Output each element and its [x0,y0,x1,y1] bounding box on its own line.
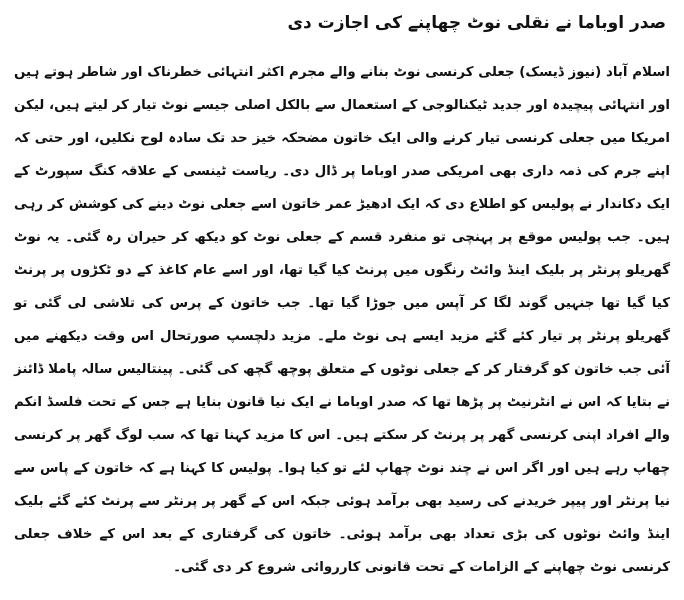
article-headline: صدر اوباما نے نقلی نوٹ چھاپنے کی اجازت دی [287,13,666,33]
article-body: اسلام آباد (نیوز ڈیسک) جعلی کرنسی نوٹ بنانے والے مجرم اکثر انتہائی خطرناک اور شاطر ہوتے ہیں اور انتہائی پیچیدہ اور جدید ٹیکنالوجی کے استعمال سے بالکل اصلی جیسے نوٹ تیار کر لیتے ہیں، لیکن امریکا میں جعلی کرنسی تیار کرنے والی ایک خاتون مضحکہ خیز حد تک سادہ لوح نکلیں، اور حتی کہ اپنے جرم کی ذمہ داری بھی امریکی صدر اوباما پر ڈال دی۔ ریاست ٹینسی کے علاقہ کنگ سپورٹ کے ایک دکاندار نے پولیس کو اطلاع دی کہ ایک ادھیڑ عمر خاتون اسے جعلی نوٹ دینے کی کوشش کر رہی ہیں۔ جب پولیس موقع پر پہنچی تو منفرد قسم کے جعلی نوٹ کو دیکھ کر حیران رہ گئی۔ یہ نوٹ گھریلو پرنٹر پر بلیک اینڈ وائٹ رنگوں میں پرنٹ کیا گیا تھا، اور اسے عام کاغذ کے دو ٹکڑوں پر پرنٹ کیا گیا تھا جنہیں گوند لگا کر آپس میں جوڑا گیا تھا۔ جب خاتون کے پرس کی تلاشی لی گئی تو گھریلو پرنٹر پر تیار کئے گئے مزید ایسے ہی نوٹ ملے۔ مزید دلچسپ صورتحال اس وقت دیکھنے میں آئی جب خاتون کو گرفتار کر کے جعلی نوٹوں کے متعلق پوچھ گچھ کی گئی۔ پینتالیس سالہ پاملا ڈائنز نے بتایا کہ اس نے انٹرنیٹ پر پڑھا تھا کہ صدر اوباما نے ایک نیا قانون بنایا ہے جس کے تحت فلسڈ انکم والے افراد اپنی کرنسی گھر پر پرنٹ کر سکتے ہیں۔ اس کا مزید کہنا تھا کہ سب لوگ گھر پر کرنسی چھاپ رہے ہیں اور اگر اس نے چند نوٹ چھاپ لئے تو کیا ہوا۔ پولیس کا کہنا ہے کہ خاتون کے پاس سے نیا پرنٹر اور پیپر خریدنے کی رسید بھی برآمد ہوئی جبکہ اس کے گھر پر پرنٹر سے پرنٹ کئے گئے بلیک اینڈ وائٹ نوٹوں کی بڑی تعداد بھی برآمد ہوئی۔ خاتون کی گرفتاری کے بعد اس کے خلاف جعلی کرنسی نوٹ چھاپنے کے الزامات کے تحت قانونی کارروائی شروع کر دی گئی۔ [14,65,670,575]
news-article [14,8,670,592]
